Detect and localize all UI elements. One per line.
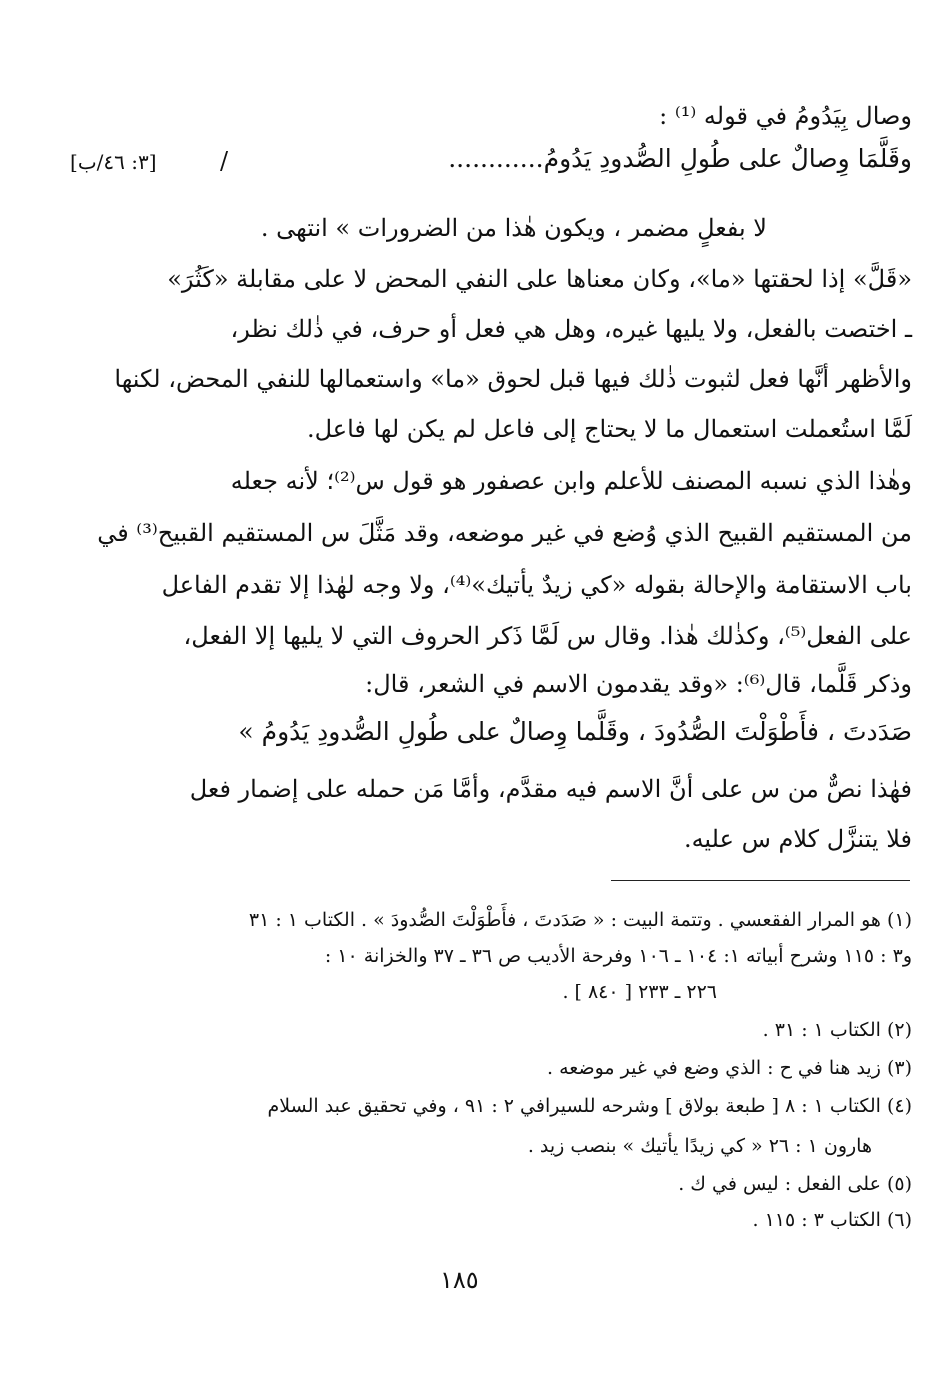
footnote-line: و٣ : ١١٥ وشرح أبياته ١: ١٠٤ ـ ١٠٦ وفرحة الأديب ص ٣٦ ـ ٣٧ والخزانة ١٠ :: [324, 945, 912, 967]
manuscript-folio-reference: [٣: ٤٦/ب]: [70, 150, 157, 174]
footnote-line: (٣) زيد هنا في ح : الذي وضع في غير موضعه .: [547, 1057, 912, 1079]
body-line: وهٰذا الذي نسبه المصنف للأعلم وابن عصفور هو قول س⁽²⁾؛ لأنه جعله: [230, 467, 912, 495]
page-number: ١٨٥: [440, 1266, 479, 1294]
footnote-line: هارون ١ : ٢٦ « كي زيدًا يأتيك » بنصب زيد .: [527, 1135, 872, 1157]
verse-line-2: صَدَدتَ ، فأَطْوَلْتَ الصُّدُودَ ، وقَلَّما وِصالٌ على طُولِ الصُّدودِ يَدُومُ »: [238, 717, 912, 746]
body-line: فهٰذا نصٌّ من س على أنَّ الاسم فيه مقدَّم، وأمَّا مَن حمله على إضمار فعل: [189, 775, 912, 803]
footnote-line: (٤) الكتاب ١ : ٨ [ طبعة بولاق ] وشرحه للسيرافي ٢ : ٩١ ، وفي تحقيق عبد السلام: [267, 1095, 912, 1117]
footnote-line: (٥) على الفعل : ليس في ك .: [678, 1173, 912, 1195]
footnote-line: (١) هو المرار الفقعسي . وتتمة البيت : « صَدَدتَ ، فأَطْوَلْتَ الصُّدودَ » . الكتاب ١ : ٣١: [248, 909, 912, 931]
body-line: فلا يتنزَّل كلام س عليه.: [683, 825, 912, 853]
body-line: باب الاستقامة والإحالة بقوله «كي زيدٌ يأتيك»⁽⁴⁾، ولا وجه لهٰذا إلا تقدم الفاعل: [161, 571, 912, 599]
body-line: لَمَّا استُعملت استعمال ما لا يحتاج إلى فاعل لم يكن لها فاعل.: [306, 415, 912, 443]
footnote-line: (٦) الكتاب ٣ : ١١٥ .: [752, 1209, 912, 1231]
body-line: على الفعل⁽⁵⁾، وكذٰلك هٰذا. وقال س لَمَّا ذَكر الحروف التي لا يليها إلا الفعل،: [183, 622, 912, 650]
body-line: «قَلَّ» إذا لحقتها «ما»، وكان معناها على النفي المحض لا على مقابلة «كَثُرَ»: [167, 265, 912, 293]
body-line: وذكر قَلَّما، قال⁽⁶⁾: «وقد يقدمون الاسم في الشعر، قال:: [365, 670, 912, 698]
footnote-line: ٢٢٦ ـ ٢٣٣ [ ٨٤٠ ] .: [562, 981, 717, 1003]
body-line: والأظهر أنَّها فعل لثبوت ذٰلك فيها قبل لحوق «ما» واستعمالها للنفي المحض، لكنها: [114, 365, 912, 393]
footnote-separator: [611, 880, 910, 881]
folio-break-marker: /: [220, 147, 229, 175]
text-line-intro: وصال بِيَدُومُ في قوله ⁽¹⁾ :: [659, 102, 912, 130]
body-line: من المستقيم القبيح الذي وُضع في غير موضعه، وقد مَثَّلَ س المستقيم القبيح⁽³⁾ في: [97, 519, 912, 547]
body-line: ـ اختصت بالفعل، ولا يليها غيره، وهل هي فعل أو حرف، في ذٰلك نظر،: [230, 315, 912, 343]
footnote-line: (٢) الكتاب ١ : ٣١ .: [762, 1019, 912, 1041]
verse-line-1: وقَلَّمَا وِصالٌ على طُولِ الصُّدودِ يَدُومُ............: [448, 144, 912, 173]
body-line: لا بفعلٍ مضمر ، ويكون هٰذا من الضرورات » انتهى .: [260, 214, 767, 242]
